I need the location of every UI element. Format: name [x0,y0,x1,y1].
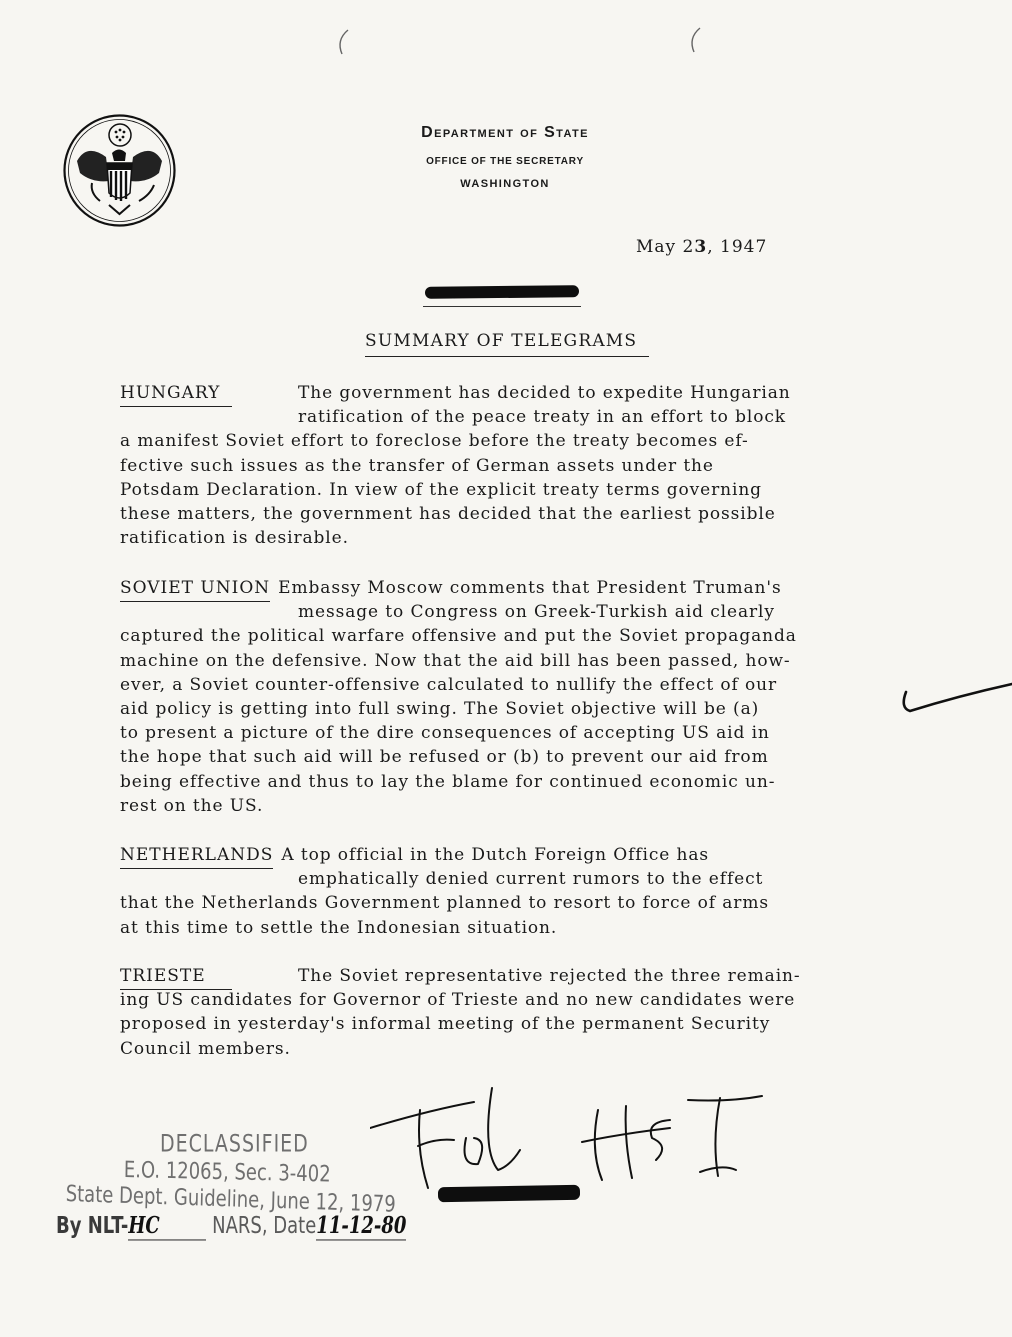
text-line: fective such issues as the transfer of German assets under the [120,455,714,476]
section-trieste [120,964,880,1061]
text-line: machine on the defensive. Now that the aid bill has been passed, how- [120,650,791,671]
handwritten-signature [370,1080,770,1200]
text-line: A top official in the Dutch Foreign Office has [281,845,710,865]
redaction-rule [423,306,581,307]
punch-mark-left [334,28,350,56]
letterhead-office: OFFICE OF THE SECRETARY [426,156,584,167]
text-line: these matters, the government has decided that the earliest possible [120,503,776,524]
declassified-stamp-line-2: E.O. 12065, Sec. 3-402 [123,1157,331,1188]
text-line: Potsdam Declaration. In view of the explicit treaty terms governing [120,479,762,500]
letterhead-city: WASHINGTON [460,178,550,190]
text-line: at this time to settle the Indonesian situation. [120,917,558,938]
stamp-by-initials: HC [128,1212,206,1241]
stamp-nars-date: 11-12-80 [316,1212,407,1240]
text-line: message to Congress on Greek-Turkish aid clearly [298,602,775,623]
stamp-nars-label: NARS, Date [206,1212,317,1240]
text-line: rest on the US. [120,795,264,816]
text-line: to present a picture of the dire consequences of accepting US aid in [120,723,770,744]
section-soviet-union [120,576,880,818]
date-day-digit: 3 [694,237,708,257]
section-hungary [120,381,880,550]
summary-title: SUMMARY OF TELEGRAMS [365,331,649,357]
section-tag-trieste: TRIESTE [120,964,232,990]
section-tag-netherlands: NETHERLANDS [120,843,273,869]
text-line: the hope that such aid will be refused or (b) to prevent our aid from [120,747,769,768]
text-line: captured the political warfare offensive and put the Soviet propaganda [120,626,797,647]
stamp-by-label: By NLT- [56,1212,129,1240]
text-line: ing US candidates for Governor of Trieste and no new candidates were [120,990,796,1011]
text-line: ratification of the peace treaty in an effort to block [298,407,786,428]
section-tag-hungary: HUNGARY [120,381,232,407]
text-line: being effective and thus to lay the blame for continued economic un- [120,771,776,792]
classification-redaction-top [425,285,579,299]
text-line: Embassy Moscow comments that President Truman's [278,578,782,598]
letterhead-department: Department of State [421,124,589,141]
margin-check-mark [898,682,1012,716]
date-month: May 2 [636,237,695,257]
punch-mark-right [686,26,702,54]
document-date [636,237,767,257]
text-line: a manifest Soviet effort to foreclose before the treaty becomes ef- [120,431,749,452]
declassified-stamp-line-1: DECLASSIFIED [160,1130,309,1158]
state-department-seal-icon [62,113,177,228]
declassified-stamp-line-3: State Dept. Guideline, June 12, 1979 [65,1181,396,1219]
section-netherlands [120,843,880,940]
text-line: that the Netherlands Government planned to resort to force of arms [120,893,769,914]
classification-redaction-bottom [438,1185,580,1202]
date-year: , 1947 [707,237,768,257]
text-line: aid policy is getting into full swing. The Soviet objective will be (a) [120,698,760,719]
declassified-stamp-line-4 [56,1212,406,1241]
text-line: The government has decided to expedite Hungarian [298,383,791,403]
text-line: emphatically denied current rumors to the effect [298,869,764,890]
section-tag-soviet-union: SOVIET UNION [120,576,270,602]
text-line: ever, a Soviet counter-offensive calculated to nullify the effect of our [120,674,778,695]
text-line: proposed in yesterday's informal meeting of the permanent Security [120,1014,771,1035]
text-line: The Soviet representative rejected the three remain- [298,966,801,986]
text-line: Council members. [120,1038,291,1059]
text-line: ratification is desirable. [120,528,349,549]
